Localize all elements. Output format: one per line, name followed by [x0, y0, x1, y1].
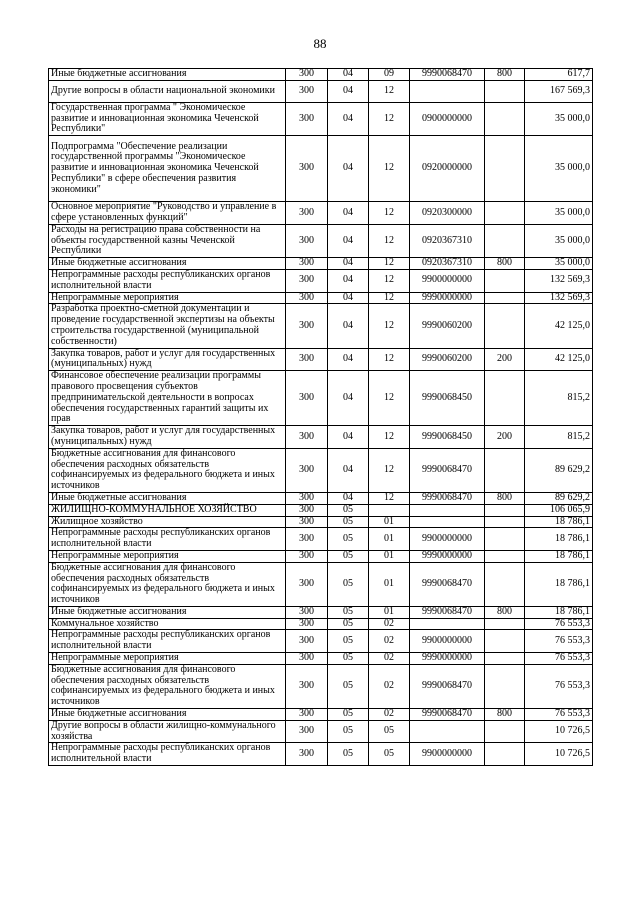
- cell-subsection: 02: [369, 664, 410, 708]
- cell-section: 04: [328, 448, 369, 492]
- cell-section: 05: [328, 606, 369, 618]
- cell-grbs: 300: [286, 492, 328, 504]
- cell-expense-type: [485, 136, 525, 202]
- cell-amount: 35 000,0: [525, 202, 593, 225]
- table-row: [49, 80, 593, 102]
- table-row: [49, 69, 593, 81]
- cell-section: 04: [328, 102, 369, 135]
- cell-expense-type: [485, 653, 525, 665]
- cell-expense-type: [485, 528, 525, 551]
- cell-amount: 42 125,0: [525, 348, 593, 371]
- cell-subsection: 01: [369, 606, 410, 618]
- cell-name: Непрограммные расходы республиканских органов исполнительной власти: [49, 630, 286, 653]
- cell-grbs: 300: [286, 202, 328, 225]
- cell-grbs: 300: [286, 709, 328, 721]
- table-row: [49, 448, 593, 492]
- cell-amount: 18 786,1: [525, 562, 593, 606]
- cell-section: 04: [328, 69, 369, 81]
- cell-target-article: 9990068470: [410, 69, 485, 81]
- cell-target-article: 9900000000: [410, 630, 485, 653]
- cell-grbs: 300: [286, 504, 328, 516]
- cell-name: Финансовое обеспечение реализации программы правового просвещения субъектов предпринимательской деятельности в вопросах обеспечения государственных гарантий защиты их прав: [49, 371, 286, 426]
- cell-amount: 617,7: [525, 69, 593, 81]
- cell-section: 04: [328, 224, 369, 257]
- cell-amount: 18 786,1: [525, 516, 593, 528]
- cell-grbs: 300: [286, 224, 328, 257]
- cell-target-article: 9990068470: [410, 709, 485, 721]
- cell-section: 05: [328, 550, 369, 562]
- cell-grbs: 300: [286, 80, 328, 102]
- cell-grbs: 300: [286, 664, 328, 708]
- cell-expense-type: [485, 720, 525, 743]
- cell-subsection: 12: [369, 202, 410, 225]
- cell-amount: 167 569,3: [525, 80, 593, 102]
- cell-subsection: 12: [369, 80, 410, 102]
- cell-section: 05: [328, 630, 369, 653]
- cell-section: 05: [328, 720, 369, 743]
- cell-amount: 76 553,3: [525, 630, 593, 653]
- cell-section: 05: [328, 618, 369, 630]
- cell-grbs: 300: [286, 426, 328, 449]
- table-row: [49, 202, 593, 225]
- cell-grbs: 300: [286, 618, 328, 630]
- table-row: [49, 269, 593, 292]
- cell-name: Непрограммные мероприятия: [49, 653, 286, 665]
- cell-amount: 35 000,0: [525, 258, 593, 270]
- cell-subsection: 12: [369, 492, 410, 504]
- cell-subsection: 05: [369, 720, 410, 743]
- cell-name: Бюджетные ассигнования для финансового обеспечения расходных обязательств софинансируемых из федерального бюджета и иных источников: [49, 664, 286, 708]
- cell-section: 04: [328, 202, 369, 225]
- cell-name: Закупка товаров, работ и услуг для государственных (муниципальных) нужд: [49, 426, 286, 449]
- cell-amount: 18 786,1: [525, 550, 593, 562]
- cell-amount: 42 125,0: [525, 304, 593, 348]
- cell-expense-type: [485, 516, 525, 528]
- cell-target-article: 9990068470: [410, 606, 485, 618]
- cell-expense-type: [485, 618, 525, 630]
- cell-name: Непрограммные мероприятия: [49, 550, 286, 562]
- cell-name: Иные бюджетные ассигнования: [49, 709, 286, 721]
- cell-amount: 106 065,9: [525, 504, 593, 516]
- cell-target-article: 0920000000: [410, 136, 485, 202]
- cell-grbs: 300: [286, 720, 328, 743]
- cell-name: Другие вопросы в области национальной экономики: [49, 80, 286, 102]
- table-row: [49, 258, 593, 270]
- cell-subsection: 01: [369, 550, 410, 562]
- cell-subsection: 02: [369, 618, 410, 630]
- cell-target-article: 9900000000: [410, 743, 485, 766]
- cell-expense-type: 200: [485, 348, 525, 371]
- table-row: [49, 292, 593, 304]
- cell-expense-type: [485, 562, 525, 606]
- cell-section: 04: [328, 492, 369, 504]
- cell-subsection: 12: [369, 448, 410, 492]
- cell-subsection: 12: [369, 258, 410, 270]
- cell-expense-type: [485, 743, 525, 766]
- cell-expense-type: 800: [485, 69, 525, 81]
- cell-subsection: 01: [369, 528, 410, 551]
- cell-grbs: 300: [286, 528, 328, 551]
- table-row: [49, 562, 593, 606]
- cell-amount: 76 553,3: [525, 618, 593, 630]
- table-row: [49, 504, 593, 516]
- cell-target-article: 9990068470: [410, 492, 485, 504]
- cell-section: 05: [328, 504, 369, 516]
- budget-table-body: [49, 69, 593, 766]
- cell-name: Жилищное хозяйство: [49, 516, 286, 528]
- cell-amount: 815,2: [525, 426, 593, 449]
- cell-target-article: 0920367310: [410, 258, 485, 270]
- budget-table: [48, 68, 593, 766]
- cell-amount: 815,2: [525, 371, 593, 426]
- table-row: [49, 743, 593, 766]
- cell-target-article: 9990000000: [410, 292, 485, 304]
- cell-expense-type: [485, 664, 525, 708]
- cell-subsection: 12: [369, 426, 410, 449]
- cell-expense-type: 800: [485, 258, 525, 270]
- table-row: [49, 606, 593, 618]
- cell-expense-type: 800: [485, 709, 525, 721]
- table-row: [49, 709, 593, 721]
- cell-subsection: 12: [369, 269, 410, 292]
- cell-name: Расходы на регистрацию права собственности на объекты государственной казны Чеченской Республики: [49, 224, 286, 257]
- cell-target-article: 9990000000: [410, 550, 485, 562]
- cell-grbs: 300: [286, 606, 328, 618]
- cell-amount: 35 000,0: [525, 136, 593, 202]
- cell-grbs: 300: [286, 630, 328, 653]
- cell-name: Разработка проектно-сметной документации и проведение государственной экспертизы на объекты строительства государственной (муниципальной собственности): [49, 304, 286, 348]
- cell-subsection: 12: [369, 371, 410, 426]
- cell-expense-type: [485, 269, 525, 292]
- cell-section: 04: [328, 258, 369, 270]
- cell-target-article: [410, 618, 485, 630]
- cell-name: Бюджетные ассигнования для финансового обеспечения расходных обязательств софинансируемых из федерального бюджета и иных источников: [49, 562, 286, 606]
- cell-grbs: 300: [286, 102, 328, 135]
- cell-expense-type: [485, 292, 525, 304]
- cell-target-article: [410, 516, 485, 528]
- cell-name: Бюджетные ассигнования для финансового обеспечения расходных обязательств софинансируемых из федерального бюджета и иных источников: [49, 448, 286, 492]
- cell-subsection: 12: [369, 348, 410, 371]
- cell-expense-type: 800: [485, 606, 525, 618]
- cell-target-article: 9990060200: [410, 304, 485, 348]
- cell-section: 04: [328, 292, 369, 304]
- cell-expense-type: [485, 630, 525, 653]
- cell-section: 04: [328, 348, 369, 371]
- cell-name: Основное мероприятие "Руководство и управление в сфере установленных функций": [49, 202, 286, 225]
- cell-target-article: 0920367310: [410, 224, 485, 257]
- cell-section: 05: [328, 743, 369, 766]
- cell-section: 04: [328, 426, 369, 449]
- cell-expense-type: 200: [485, 426, 525, 449]
- table-row: [49, 618, 593, 630]
- cell-expense-type: [485, 224, 525, 257]
- cell-amount: 76 553,3: [525, 664, 593, 708]
- cell-subsection: 09: [369, 69, 410, 81]
- cell-target-article: [410, 80, 485, 102]
- cell-subsection: 01: [369, 562, 410, 606]
- cell-amount: 132 569,3: [525, 269, 593, 292]
- table-row: [49, 664, 593, 708]
- cell-name: Государственная программа " Экономическое развитие и инновационная экономика Чеченской Республики": [49, 102, 286, 135]
- cell-amount: 10 726,5: [525, 743, 593, 766]
- table-row: [49, 516, 593, 528]
- table-row: [49, 136, 593, 202]
- cell-amount: 76 553,3: [525, 709, 593, 721]
- cell-section: 04: [328, 269, 369, 292]
- cell-name: Другие вопросы в области жилищно-коммунального хозяйства: [49, 720, 286, 743]
- cell-target-article: 9990068450: [410, 371, 485, 426]
- cell-expense-type: [485, 550, 525, 562]
- cell-target-article: 9900000000: [410, 528, 485, 551]
- cell-grbs: 300: [286, 743, 328, 766]
- table-row: [49, 653, 593, 665]
- cell-target-article: 9990068470: [410, 562, 485, 606]
- cell-subsection: 12: [369, 102, 410, 135]
- cell-section: 04: [328, 80, 369, 102]
- cell-amount: 76 553,3: [525, 653, 593, 665]
- cell-grbs: 300: [286, 516, 328, 528]
- cell-target-article: [410, 504, 485, 516]
- cell-grbs: 300: [286, 348, 328, 371]
- cell-target-article: 0900000000: [410, 102, 485, 135]
- cell-target-article: [410, 720, 485, 743]
- cell-section: 04: [328, 371, 369, 426]
- cell-grbs: 300: [286, 653, 328, 665]
- cell-expense-type: [485, 202, 525, 225]
- cell-amount: 10 726,5: [525, 720, 593, 743]
- cell-amount: 35 000,0: [525, 102, 593, 135]
- cell-expense-type: [485, 102, 525, 135]
- cell-grbs: 300: [286, 69, 328, 81]
- cell-target-article: 9990068470: [410, 664, 485, 708]
- cell-section: 05: [328, 516, 369, 528]
- cell-expense-type: [485, 80, 525, 102]
- cell-subsection: 12: [369, 224, 410, 257]
- cell-section: 05: [328, 528, 369, 551]
- cell-name: Непрограммные расходы республиканских органов исполнительной власти: [49, 528, 286, 551]
- cell-name: Иные бюджетные ассигнования: [49, 606, 286, 618]
- cell-grbs: 300: [286, 562, 328, 606]
- cell-expense-type: [485, 371, 525, 426]
- cell-grbs: 300: [286, 269, 328, 292]
- page-number: 88: [313, 36, 327, 51]
- cell-amount: 35 000,0: [525, 224, 593, 257]
- cell-target-article: 9900000000: [410, 269, 485, 292]
- cell-section: 05: [328, 709, 369, 721]
- cell-target-article: 9990068470: [410, 448, 485, 492]
- cell-name: Непрограммные расходы республиканских органов исполнительной власти: [49, 743, 286, 766]
- cell-grbs: 300: [286, 550, 328, 562]
- cell-subsection: [369, 504, 410, 516]
- table-row: [49, 224, 593, 257]
- cell-subsection: 01: [369, 516, 410, 528]
- cell-name: Коммунальное хозяйство: [49, 618, 286, 630]
- cell-amount: 132 569,3: [525, 292, 593, 304]
- cell-name: ЖИЛИЩНО-КОММУНАЛЬНОЕ ХОЗЯЙСТВО: [49, 504, 286, 516]
- cell-name: Непрограммные мероприятия: [49, 292, 286, 304]
- cell-expense-type: 800: [485, 492, 525, 504]
- cell-subsection: 02: [369, 709, 410, 721]
- cell-name: Иные бюджетные ассигнования: [49, 492, 286, 504]
- cell-amount: 18 786,1: [525, 528, 593, 551]
- table-row: [49, 426, 593, 449]
- cell-expense-type: [485, 504, 525, 516]
- table-row: [49, 720, 593, 743]
- cell-grbs: 300: [286, 371, 328, 426]
- cell-target-article: 0920300000: [410, 202, 485, 225]
- table-row: [49, 492, 593, 504]
- table-row: [49, 528, 593, 551]
- cell-grbs: 300: [286, 292, 328, 304]
- cell-name: Иные бюджетные ассигнования: [49, 258, 286, 270]
- cell-amount: 89 629,2: [525, 448, 593, 492]
- cell-subsection: 12: [369, 292, 410, 304]
- table-row: [49, 371, 593, 426]
- cell-section: 04: [328, 136, 369, 202]
- cell-subsection: 12: [369, 136, 410, 202]
- cell-section: 04: [328, 304, 369, 348]
- cell-subsection: 12: [369, 304, 410, 348]
- cell-name: Непрограммные расходы республиканских органов исполнительной власти: [49, 269, 286, 292]
- cell-name: Иные бюджетные ассигнования: [49, 69, 286, 81]
- cell-expense-type: [485, 304, 525, 348]
- cell-section: 05: [328, 562, 369, 606]
- cell-target-article: 9990060200: [410, 348, 485, 371]
- cell-subsection: 05: [369, 743, 410, 766]
- table-row: [49, 550, 593, 562]
- cell-section: 05: [328, 653, 369, 665]
- cell-grbs: 300: [286, 304, 328, 348]
- table-row: [49, 102, 593, 135]
- table-row: [49, 348, 593, 371]
- table-row: [49, 630, 593, 653]
- cell-section: 05: [328, 664, 369, 708]
- cell-target-article: 9990068450: [410, 426, 485, 449]
- cell-grbs: 300: [286, 448, 328, 492]
- table-row: [49, 304, 593, 348]
- cell-amount: 89 629,2: [525, 492, 593, 504]
- cell-grbs: 300: [286, 136, 328, 202]
- cell-subsection: 02: [369, 630, 410, 653]
- cell-amount: 18 786,1: [525, 606, 593, 618]
- cell-subsection: 02: [369, 653, 410, 665]
- cell-grbs: 300: [286, 258, 328, 270]
- cell-expense-type: [485, 448, 525, 492]
- cell-name: Закупка товаров, работ и услуг для государственных (муниципальных) нужд: [49, 348, 286, 371]
- cell-name: Подпрограмма "Обеспечение реализации государственной программы "Экономическое развитие и инновационная экономика Чеченской Республики" в сфере обеспечения развития экономики": [49, 136, 286, 202]
- cell-target-article: 9990000000: [410, 653, 485, 665]
